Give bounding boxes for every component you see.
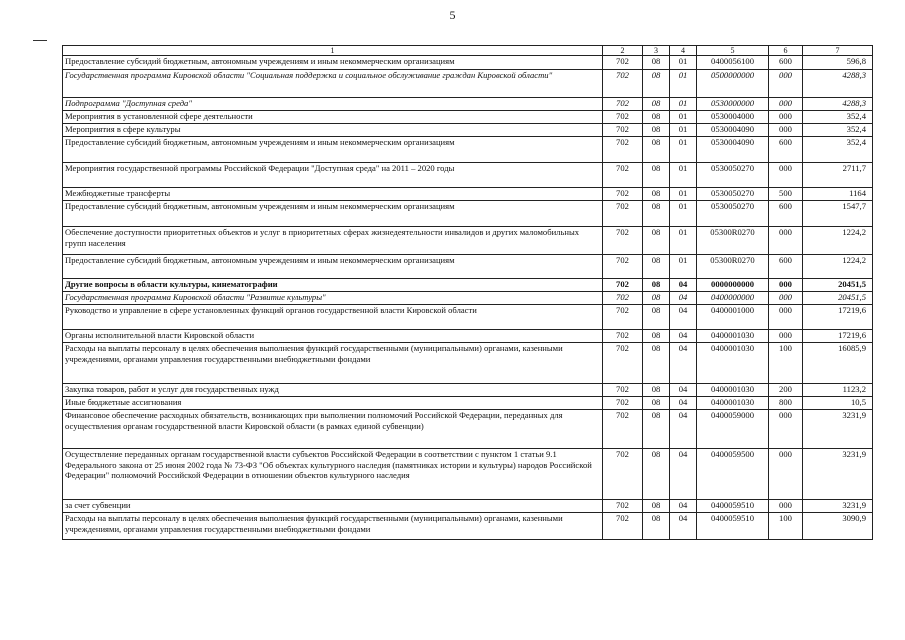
table-row [63,513,873,540]
table-row [63,124,873,137]
column-number-row [63,46,873,56]
table-body [63,56,873,540]
subsection-code-cell: 01 [670,255,697,279]
section-code-cell: 08 [643,124,670,137]
amount-cell: 352,4 [803,124,873,137]
expense-type-cell: 000 [769,330,803,343]
target-article-cell: 0530050270 [697,188,769,201]
ved-code-cell: 702 [603,111,643,124]
section-code-cell: 08 [643,279,670,292]
target-article-cell: 0530004090 [697,137,769,163]
table-row [63,163,873,188]
target-article-cell: 0400001030 [697,343,769,384]
subsection-code-cell: 01 [670,201,697,227]
expense-type-cell: 600 [769,137,803,163]
row-name-cell: Мероприятия в установленной сфере деятельности [63,111,603,124]
amount-cell: 352,4 [803,111,873,124]
row-name-cell: за счет субвенции [63,500,603,513]
subsection-code-cell: 01 [670,227,697,255]
table-row [63,500,873,513]
row-name-cell: Государственная программа Кировской области "Социальная поддержка и социальное обслуживание граждан Кировской области" [63,70,603,98]
ved-code-cell: 702 [603,56,643,70]
ved-code-cell: 702 [603,513,643,540]
ved-code-cell: 702 [603,384,643,397]
row-name-cell: Обеспечение доступности приоритетных объектов и услуг в приоритетных сферах жизнедеятельности инвалидов и других маломобильных групп населения [63,227,603,255]
row-name-cell: Расходы на выплаты персоналу в целях обеспечения выполнения функций государственными (муниципальными) органами, казенными учреждениями, органами управления государственными внебюджетными фондами [63,343,603,384]
expense-type-cell: 000 [769,292,803,305]
page-number: 5 [449,8,456,22]
section-code-cell: 08 [643,227,670,255]
subsection-code-cell: 04 [670,305,697,330]
subsection-code-cell: 01 [670,56,697,70]
table-row [63,188,873,201]
section-code-cell: 08 [643,384,670,397]
subsection-code-cell: 04 [670,449,697,500]
row-name-cell: Финансовое обеспечение расходных обязательств, возникающих при выполнении полномочий Российской Федерации, переданных для осуществления органам государственной власти Кировской области (в рамках единой субвенции) [63,410,603,449]
expense-type-cell: 000 [769,111,803,124]
amount-cell: 17219,6 [803,305,873,330]
expense-type-cell: 000 [769,410,803,449]
table-row [63,137,873,163]
row-name-cell: Межбюджетные трансферты [63,188,603,201]
target-article-cell: 0400001000 [697,305,769,330]
target-article-cell: 0400059000 [697,410,769,449]
amount-cell: 10,5 [803,397,873,410]
amount-cell: 596,8 [803,56,873,70]
target-article-cell: 05300R0270 [697,255,769,279]
amount-cell: 1164 [803,188,873,201]
expense-type-cell: 100 [769,343,803,384]
subsection-code-cell: 04 [670,384,697,397]
subsection-code-cell: 01 [670,111,697,124]
subsection-code-cell: 04 [670,410,697,449]
row-name-cell: Мероприятия государственной программы Российской Федерации "Доступная среда" на 2011 – 2020 годы [63,163,603,188]
table-row [63,279,873,292]
ved-code-cell: 702 [603,201,643,227]
section-code-cell: 08 [643,98,670,111]
amount-cell: 1224,2 [803,255,873,279]
table-row [63,449,873,500]
subsection-code-cell: 01 [670,70,697,98]
subsection-code-cell: 04 [670,279,697,292]
expense-type-cell: 000 [769,227,803,255]
amount-cell: 1123,2 [803,384,873,397]
section-code-cell: 08 [643,500,670,513]
margin-mark [33,40,47,41]
target-article-cell: 0400059500 [697,449,769,500]
amount-cell: 3231,9 [803,410,873,449]
subsection-code-cell: 04 [670,397,697,410]
ved-code-cell: 702 [603,255,643,279]
amount-cell: 3231,9 [803,500,873,513]
table-row [63,227,873,255]
ved-code-cell: 702 [603,163,643,188]
row-name-cell: Закупка товаров, работ и услуг для государственных нужд [63,384,603,397]
expense-type-cell: 000 [769,305,803,330]
row-name-cell: Предоставление субсидий бюджетным, автономным учреждениям и иным некоммерческим организациям [63,56,603,70]
section-code-cell: 08 [643,111,670,124]
ved-code-cell: 702 [603,449,643,500]
table-row [63,98,873,111]
column-header: 2 [603,46,643,56]
section-code-cell: 08 [643,513,670,540]
amount-cell: 20451,5 [803,292,873,305]
amount-cell: 1224,2 [803,227,873,255]
column-header: 6 [769,46,803,56]
amount-cell: 3231,9 [803,449,873,500]
ved-code-cell: 702 [603,330,643,343]
expense-type-cell: 000 [769,98,803,111]
section-code-cell: 08 [643,70,670,98]
ved-code-cell: 702 [603,188,643,201]
expense-type-cell: 100 [769,513,803,540]
ved-code-cell: 702 [603,292,643,305]
section-code-cell: 08 [643,410,670,449]
target-article-cell: 0530004090 [697,124,769,137]
target-article-cell: 0400059510 [697,513,769,540]
row-name-cell: Государственная программа Кировской области "Развитие культуры" [63,292,603,305]
target-article-cell: 05300R0270 [697,227,769,255]
target-article-cell: 0400059510 [697,500,769,513]
target-article-cell: 0530004000 [697,111,769,124]
target-article-cell: 0400000000 [697,292,769,305]
subsection-code-cell: 01 [670,98,697,111]
expense-type-cell: 600 [769,255,803,279]
target-article-cell: 0400001030 [697,330,769,343]
expense-type-cell: 600 [769,201,803,227]
target-article-cell: 0400056100 [697,56,769,70]
amount-cell: 17219,6 [803,330,873,343]
amount-cell: 1547,7 [803,201,873,227]
target-article-cell: 0000000000 [697,279,769,292]
subsection-code-cell: 04 [670,343,697,384]
table-row [63,292,873,305]
subsection-code-cell: 01 [670,163,697,188]
row-name-cell: Мероприятия в сфере культуры [63,124,603,137]
column-header: 3 [643,46,670,56]
table-row [63,111,873,124]
ved-code-cell: 702 [603,305,643,330]
table-row [63,343,873,384]
ved-code-cell: 702 [603,227,643,255]
section-code-cell: 08 [643,137,670,163]
subsection-code-cell: 04 [670,513,697,540]
target-article-cell: 0400001030 [697,397,769,410]
row-name-cell: Другие вопросы в области культуры, кинематографии [63,279,603,292]
section-code-cell: 08 [643,397,670,410]
section-code-cell: 08 [643,343,670,384]
ved-code-cell: 702 [603,98,643,111]
amount-cell: 4288,3 [803,70,873,98]
expense-type-cell: 500 [769,188,803,201]
row-name-cell: Предоставление субсидий бюджетным, автономным учреждениям и иным некоммерческим организациям [63,137,603,163]
section-code-cell: 08 [643,56,670,70]
ved-code-cell: 702 [603,279,643,292]
table-row [63,56,873,70]
column-header: 4 [670,46,697,56]
row-name-cell: Предоставление субсидий бюджетным, автономным учреждениям и иным некоммерческим организациям [63,201,603,227]
subsection-code-cell: 01 [670,124,697,137]
target-article-cell: 0530000000 [697,98,769,111]
subsection-code-cell: 04 [670,292,697,305]
section-code-cell: 08 [643,449,670,500]
expense-type-cell: 800 [769,397,803,410]
target-article-cell: 0530050270 [697,201,769,227]
expense-type-cell: 000 [769,500,803,513]
budget-table [62,45,873,540]
section-code-cell: 08 [643,305,670,330]
row-name-cell: Органы исполнительной власти Кировской области [63,330,603,343]
ved-code-cell: 702 [603,137,643,163]
section-code-cell: 08 [643,292,670,305]
column-header: 1 [63,46,603,56]
ved-code-cell: 702 [603,343,643,384]
subsection-code-cell: 01 [670,137,697,163]
table-row [63,255,873,279]
column-header: 7 [803,46,873,56]
expense-type-cell: 000 [769,124,803,137]
subsection-code-cell: 01 [670,188,697,201]
row-name-cell: Предоставление субсидий бюджетным, автономным учреждениям и иным некоммерческим организациям [63,255,603,279]
row-name-cell: Расходы на выплаты персоналу в целях обеспечения выполнения функций государственными (муниципальными) органами, казенными учреждениями, органами управления государственными внебюджетными фондами [63,513,603,540]
table-row [63,70,873,98]
target-article-cell: 0500000000 [697,70,769,98]
amount-cell: 3090,9 [803,513,873,540]
row-name-cell: Руководство и управление в сфере установленных функций органов государственной власти Кировской области [63,305,603,330]
expense-type-cell: 000 [769,70,803,98]
ved-code-cell: 702 [603,397,643,410]
table-row [63,410,873,449]
table-row [63,201,873,227]
table-row [63,330,873,343]
target-article-cell: 0530050270 [697,163,769,188]
table-row [63,397,873,410]
ved-code-cell: 702 [603,500,643,513]
amount-cell: 20451,5 [803,279,873,292]
expense-type-cell: 600 [769,56,803,70]
expense-type-cell: 000 [769,449,803,500]
section-code-cell: 08 [643,163,670,188]
amount-cell: 16085,9 [803,343,873,384]
target-article-cell: 0400001030 [697,384,769,397]
row-name-cell: Осуществление переданных органам государственной власти субъектов Российской Федерации в соответствии с пунктом 1 статьи 9.1 Федерального закона от 25 июня 2002 года № 73-ФЗ "Об объектах культурного наследия (памятниках истории и культуры) народов Российской Федерации" полномочий Российской Федерации в отношении объектов культурного наследия [63,449,603,500]
section-code-cell: 08 [643,201,670,227]
column-header: 5 [697,46,769,56]
amount-cell: 352,4 [803,137,873,163]
table-row [63,305,873,330]
ved-code-cell: 702 [603,410,643,449]
expense-type-cell: 000 [769,279,803,292]
row-name-cell: Подпрограмма "Доступная среда" [63,98,603,111]
ved-code-cell: 702 [603,124,643,137]
section-code-cell: 08 [643,188,670,201]
amount-cell: 2711,7 [803,163,873,188]
expense-type-cell: 200 [769,384,803,397]
amount-cell: 4288,3 [803,98,873,111]
row-name-cell: Иные бюджетные ассигнования [63,397,603,410]
section-code-cell: 08 [643,255,670,279]
subsection-code-cell: 04 [670,500,697,513]
subsection-code-cell: 04 [670,330,697,343]
expense-type-cell: 000 [769,163,803,188]
table-row [63,384,873,397]
ved-code-cell: 702 [603,70,643,98]
section-code-cell: 08 [643,330,670,343]
